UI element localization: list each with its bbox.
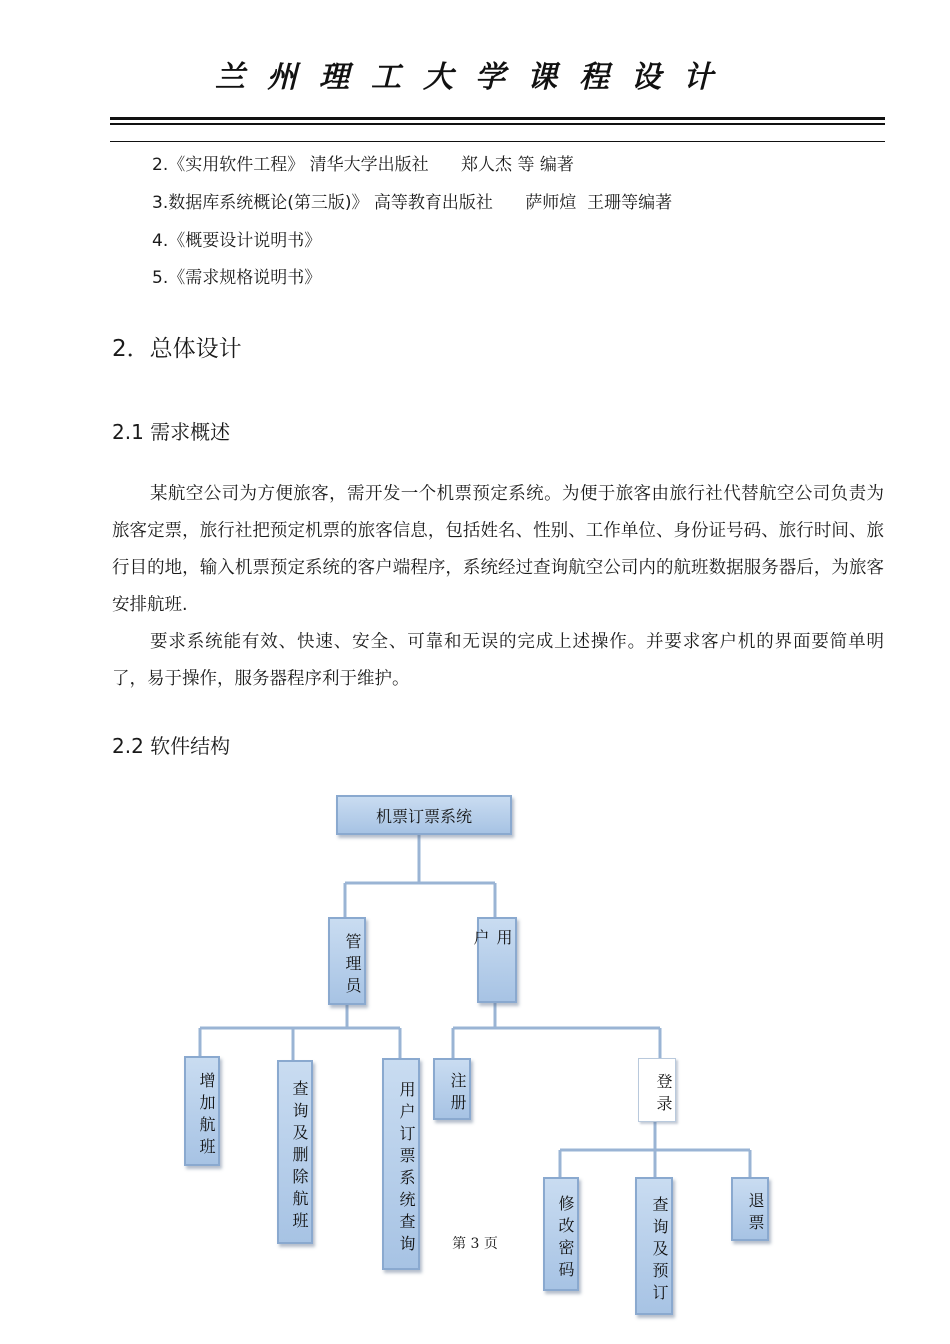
paragraph: 要求系统能有效、快速、安全、可靠和无误的完成上述操作。并要求客户机的界面要简单明了，易于操作，服务器程序利于维护。 bbox=[112, 632, 884, 689]
diagram-node-admin: 管理员 bbox=[328, 917, 366, 1005]
reference-item: 4.《概要设计说明书》 bbox=[152, 231, 322, 251]
diagram-node-add-flight: 增加航班 bbox=[184, 1056, 220, 1166]
diagram-node-root: 机票订票系统 bbox=[336, 795, 512, 835]
diagram-node-user: 用户 bbox=[477, 917, 517, 1003]
page-header-title: 兰州理工大学课程设计 bbox=[215, 60, 735, 95]
diagram-node-query-delete-flight: 查询及删除航班 bbox=[277, 1060, 313, 1244]
page-number: 第 3 页 bbox=[452, 1236, 498, 1252]
section-heading: 2．总体设计 bbox=[112, 336, 242, 362]
diagram-node-change-password: 修改密码 bbox=[543, 1177, 579, 1291]
diagram-node-login: 登录 bbox=[638, 1058, 676, 1122]
reference-item: 2.《实用软件工程》 清华大学出版社 郑人杰 等 编著 bbox=[152, 155, 574, 175]
diagram-node-user-booking-query: 用户订票系统查询 bbox=[382, 1058, 420, 1270]
subsection-heading: 2.1 需求概述 bbox=[112, 420, 231, 444]
reference-item: 5.《需求规格说明书》 bbox=[152, 268, 322, 288]
subsection-heading: 2.2 软件结构 bbox=[112, 734, 231, 758]
diagram-node-query-book: 查询及预订 bbox=[635, 1177, 673, 1315]
diagram-node-refund: 退票 bbox=[731, 1177, 769, 1241]
diagram-node-register: 注册 bbox=[433, 1058, 471, 1120]
reference-item: 3.数据库系统概论(第三版)》 高等教育出版社 萨师煊 王珊等编著 bbox=[152, 193, 673, 213]
paragraph: 某航空公司为方便旅客，需开发一个机票预定系统。为便于旅客由旅行社代替航空公司负责为旅客定票，旅行社把预定机票的旅客信息，包括姓名、性别、工作单位、身份证号码、旅行时间、旅行目的地，输入机票预定系统的客户端程序，系统经过查询航空公司内的航班数据服务器后，为旅客安排航班. bbox=[112, 484, 884, 615]
